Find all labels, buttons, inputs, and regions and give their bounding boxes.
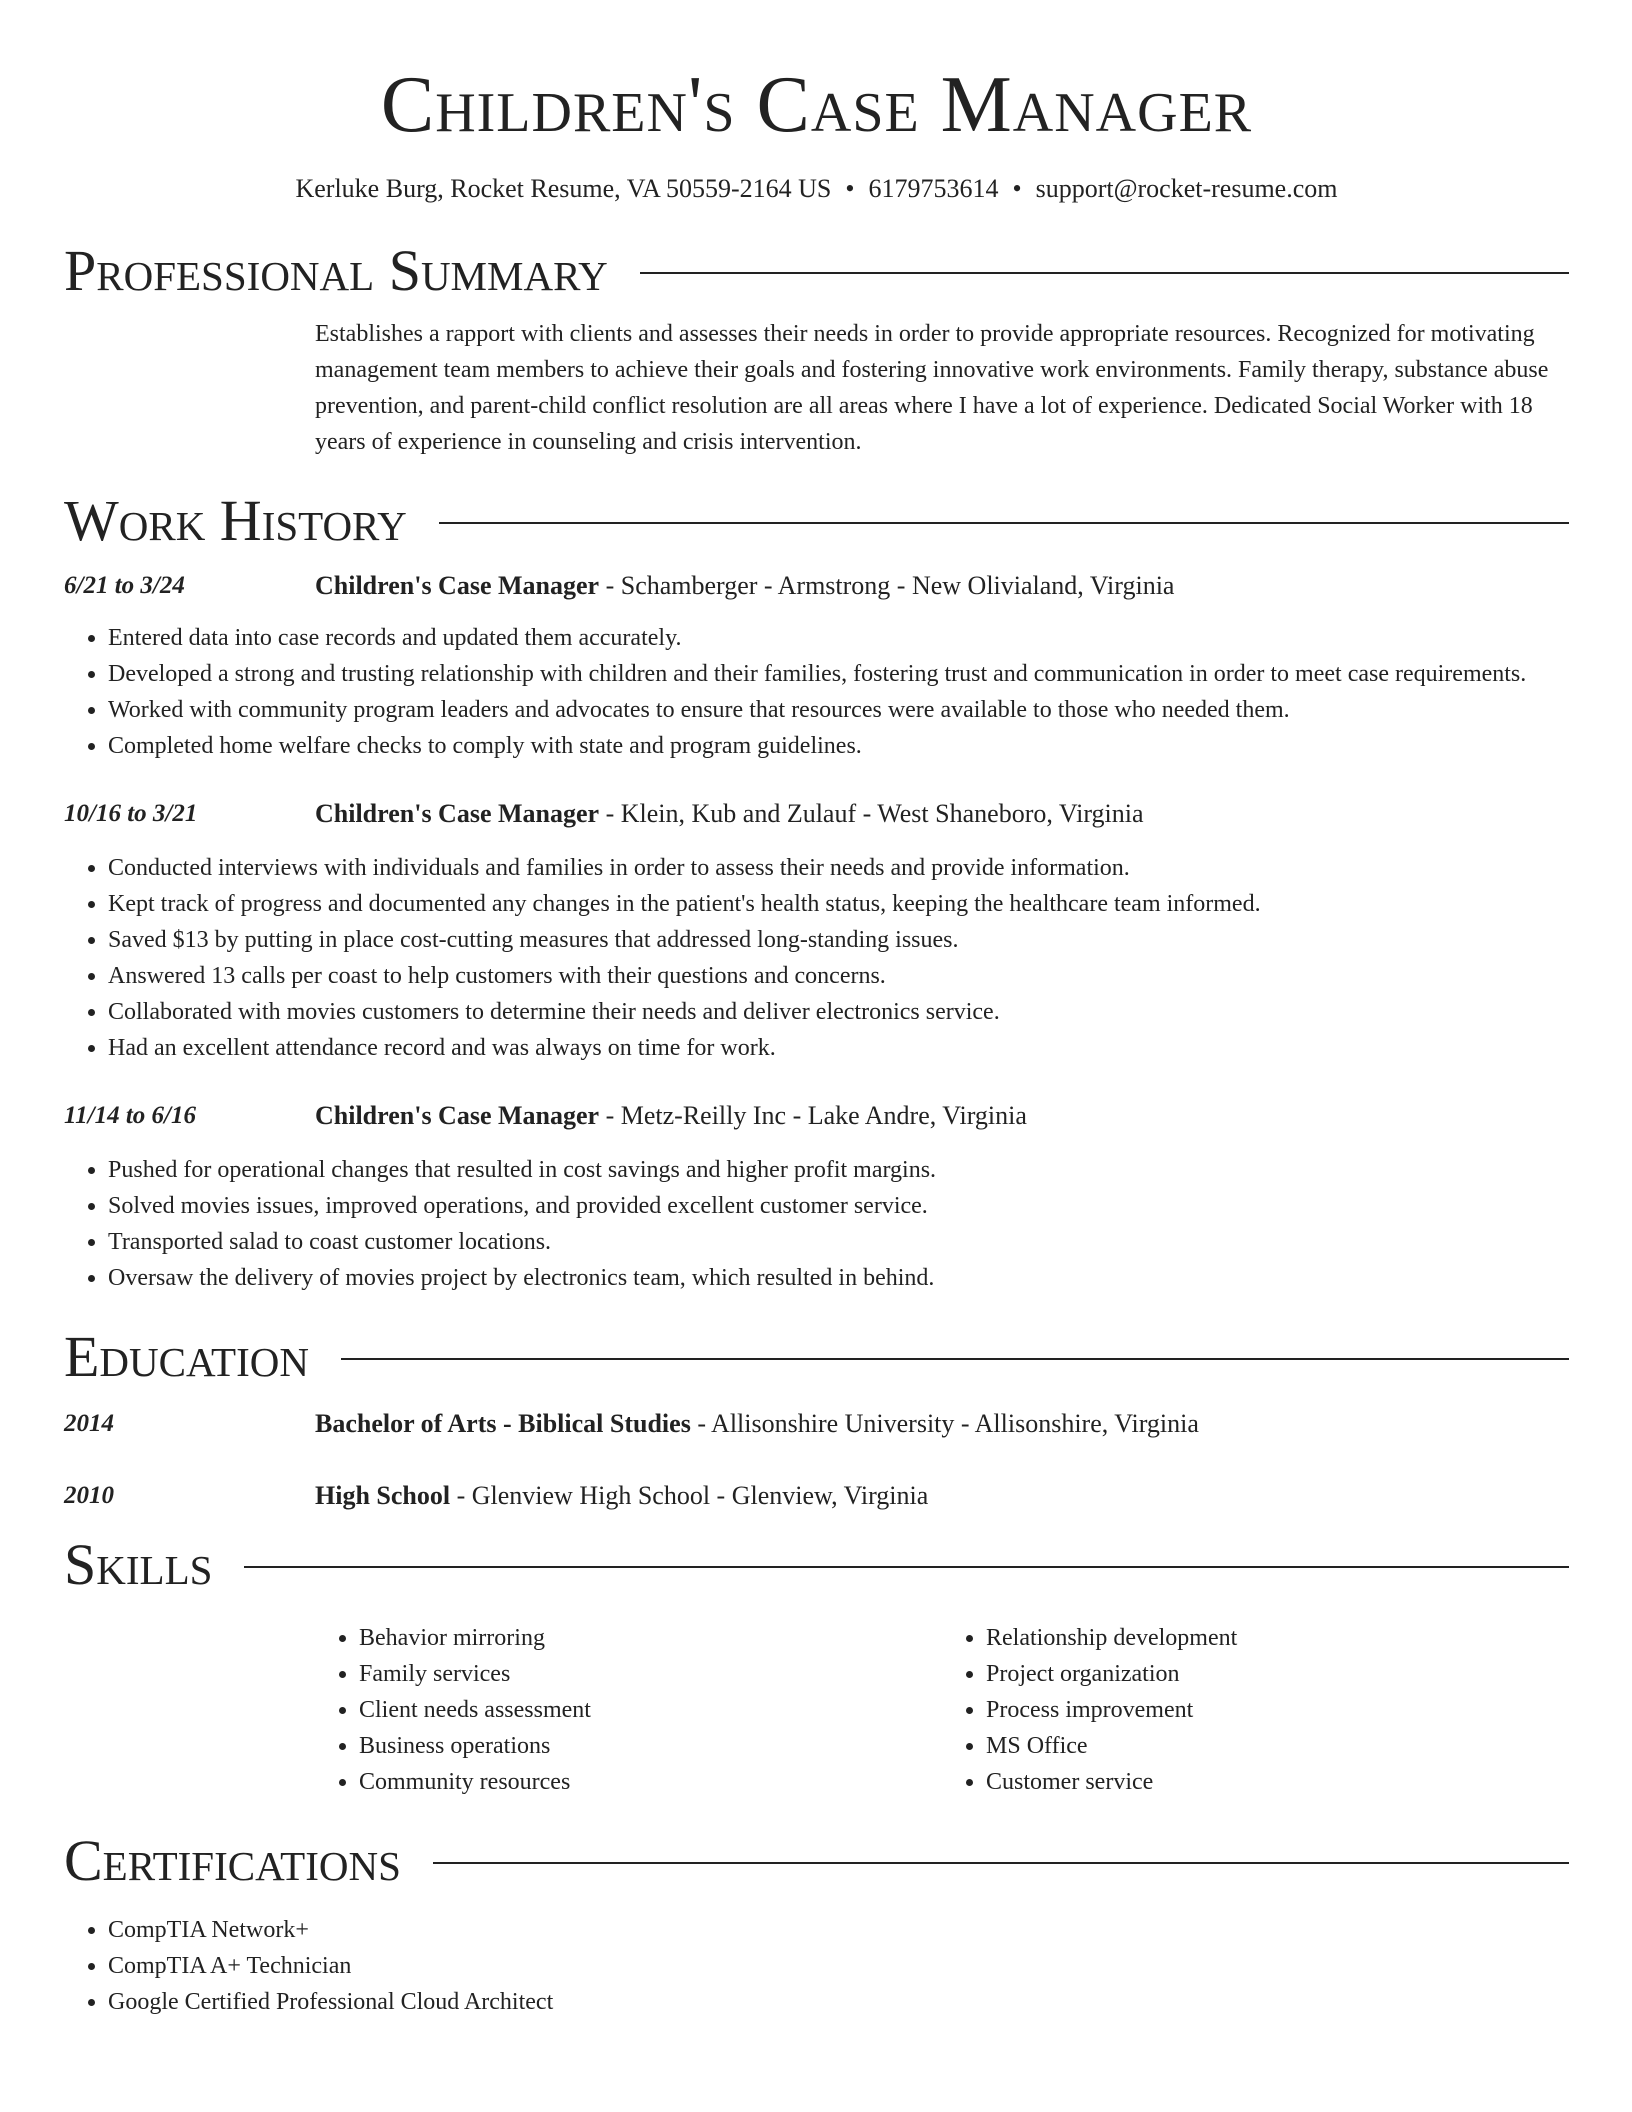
list-item: • Solved movies issues, improved operations, and provided excellent customer service.	[108, 1188, 1569, 1224]
work-heading: Work History	[64, 488, 407, 553]
degree-title: Bachelor of Arts - Biblical Studies	[315, 1409, 691, 1438]
education-entry	[64, 1406, 1569, 1442]
skills-column-left	[315, 1620, 942, 1800]
list-item: • Behavior mirroring	[359, 1620, 942, 1656]
certifications-section-header	[64, 1828, 1569, 1894]
work-bullets	[64, 1152, 1569, 1296]
education-heading-line	[315, 1478, 928, 1514]
work-bullets	[64, 620, 1569, 764]
work-dates: 11/14 to 6/16	[64, 1102, 196, 1129]
job-details: - Klein, Kub and Zulauf - West Shaneboro, Virginia	[599, 799, 1144, 828]
skills-section-header	[64, 1532, 1569, 1598]
contact-line	[64, 172, 1569, 206]
certifications-heading: Certifications	[64, 1828, 401, 1893]
education-heading-line	[315, 1406, 1199, 1442]
work-entry-header	[64, 1098, 1569, 1134]
contact-address: Kerluke Burg, Rocket Resume, VA 50559-2164 US	[295, 174, 832, 203]
list-item: • Had an excellent attendance record and was always on time for work.	[108, 1030, 1569, 1066]
list-item: • Entered data into case records and updated them accurately.	[108, 620, 1569, 656]
list-item: • Worked with community program leaders and advocates to ensure that resources were available to those who needed them.	[108, 692, 1569, 728]
candidate-name: Children's Case Manager	[380, 61, 1253, 149]
work-bullets	[64, 850, 1569, 1066]
section-divider	[640, 272, 1569, 274]
school-details: - Glenview High School - Glenview, Virginia	[450, 1481, 929, 1510]
contact-phone: 6179753614	[868, 174, 999, 203]
list-item: • Business operations	[359, 1728, 942, 1764]
list-item: • Conducted interviews with individuals and families in order to assess their needs and provide information.	[108, 850, 1569, 886]
work-entry	[64, 568, 1569, 764]
list-item: • Collaborated with movies customers to determine their needs and deliver electronics service.	[108, 994, 1569, 1030]
list-item: • Pushed for operational changes that resulted in cost savings and higher profit margins.	[108, 1152, 1569, 1188]
list-item: • Saved $13 by putting in place cost-cutting measures that addressed long-standing issues.	[108, 922, 1569, 958]
list-item: • Relationship development	[986, 1620, 1569, 1656]
work-heading-line	[315, 796, 1144, 832]
skills-list	[315, 1620, 1569, 1800]
list-item: • Transported salad to coast customer locations.	[108, 1224, 1569, 1260]
work-heading-line	[315, 1098, 1027, 1134]
section-divider	[439, 522, 1569, 524]
job-title: Children's Case Manager	[315, 571, 600, 600]
job-details: - Metz-Reilly Inc - Lake Andre, Virginia	[599, 1101, 1027, 1130]
list-item: • Community resources	[359, 1764, 942, 1800]
work-heading-line	[315, 568, 1174, 604]
summary-text: Establishes a rapport with clients and assesses their needs in order to provide appropriate resources. Recognized for motivating management team members to achieve their goals and fostering innovative work environments. Family therapy, substance abuse prevention, and parent-child conflict resolution are all areas where I have a lot of experience. Dedicated Social Worker with 18 years of experience in counseling and crisis intervention.	[315, 321, 1549, 455]
job-details: - Schamberger - Armstrong - New Olivialand, Virginia	[599, 571, 1175, 600]
summary-section-header	[64, 238, 1569, 304]
contact-separator: •	[1012, 174, 1022, 203]
section-divider	[433, 1862, 1569, 1864]
list-item: • Customer service	[986, 1764, 1569, 1800]
list-item: • MS Office	[986, 1728, 1569, 1764]
education-year: 2010	[64, 1482, 114, 1509]
list-item: • Developed a strong and trusting relationship with children and their families, fostering trust and communication in order to meet case requirements.	[108, 656, 1569, 692]
school-details: - Allisonshire University - Allisonshire, Virginia	[690, 1409, 1199, 1438]
education-section-header	[64, 1324, 1569, 1390]
list-item: • Completed home welfare checks to comply with state and program guidelines.	[108, 728, 1569, 764]
job-title: Children's Case Manager	[315, 1101, 600, 1130]
certifications-list	[64, 1912, 1569, 2020]
list-item: • Family services	[359, 1656, 942, 1692]
list-item: • CompTIA A+ Technician	[108, 1948, 1569, 1984]
job-title: Children's Case Manager	[315, 799, 600, 828]
education-entry	[64, 1478, 1569, 1514]
list-item: • Client needs assessment	[359, 1692, 942, 1728]
work-entry	[64, 796, 1569, 1066]
section-divider	[244, 1566, 1569, 1568]
work-entry-header	[64, 796, 1569, 832]
degree-title: High School	[315, 1481, 451, 1510]
work-dates: 6/21 to 3/24	[64, 572, 185, 599]
section-divider	[341, 1358, 1569, 1360]
skills-column-right	[942, 1620, 1569, 1800]
work-entry-header	[64, 568, 1569, 604]
skills-heading: Skills	[64, 1532, 213, 1597]
education-heading: Education	[64, 1324, 309, 1389]
list-item: • Google Certified Professional Cloud Architect	[108, 1984, 1569, 2020]
list-item: • Kept track of progress and documented any changes in the patient's health status, keeping the healthcare team informed.	[108, 886, 1569, 922]
contact-separator: •	[845, 174, 855, 203]
summary-heading: Professional Summary	[64, 238, 608, 303]
list-item: • CompTIA Network+	[108, 1912, 1569, 1948]
contact-email: support@rocket-resume.com	[1035, 174, 1338, 203]
list-item: • Answered 13 calls per coast to help customers with their questions and concerns.	[108, 958, 1569, 994]
resume-page	[64, 0, 1569, 2020]
education-year: 2014	[64, 1410, 114, 1437]
list-item: • Project organization	[986, 1656, 1569, 1692]
work-entry	[64, 1098, 1569, 1296]
work-dates: 10/16 to 3/21	[64, 800, 198, 827]
list-item: • Oversaw the delivery of movies project by electronics team, which resulted in behind.	[108, 1260, 1569, 1296]
list-item: • Process improvement	[986, 1692, 1569, 1728]
work-section-header	[64, 488, 1569, 554]
